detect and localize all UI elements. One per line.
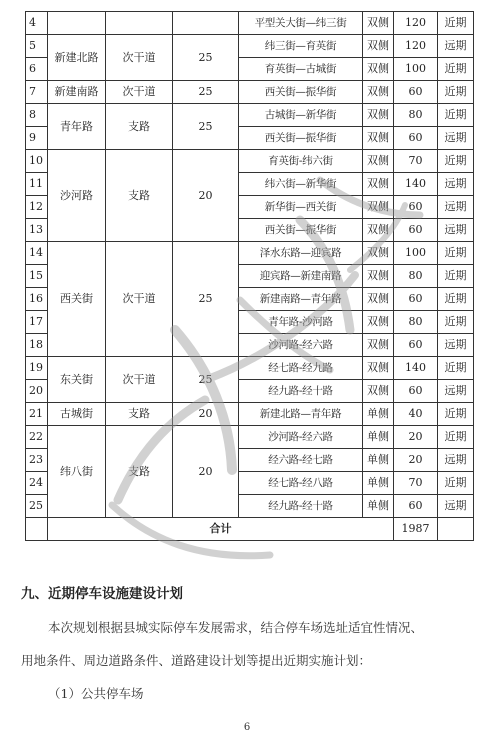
section-cell: 迎宾路—新建南路	[239, 265, 363, 288]
section-cell: 泽水东路—迎宾路	[239, 242, 363, 265]
row-number: 9	[26, 127, 48, 150]
total-value: 1987	[394, 518, 438, 541]
road-width-cell	[173, 12, 239, 35]
phase-cell: 近期	[438, 288, 474, 311]
road-width-cell: 20	[173, 426, 239, 518]
row-number: 11	[26, 173, 48, 196]
row-number: 12	[26, 196, 48, 219]
phase-cell: 近期	[438, 81, 474, 104]
spaces-cell: 60	[394, 81, 438, 104]
phase-cell: 近期	[438, 357, 474, 380]
spaces-cell: 120	[394, 35, 438, 58]
spaces-cell: 60	[394, 196, 438, 219]
table-row	[26, 242, 474, 265]
road-name-cell: 西关街	[48, 242, 106, 357]
section-heading: 九、近期停车设施建设计划	[21, 586, 183, 602]
row-number: 14	[26, 242, 48, 265]
section-cell: 新华街—西关街	[239, 196, 363, 219]
row-number: 18	[26, 334, 48, 357]
spaces-cell: 20	[394, 426, 438, 449]
road-level-cell: 支路	[106, 403, 173, 426]
side-cell: 双侧	[363, 380, 394, 403]
row-number: 19	[26, 357, 48, 380]
spaces-cell: 20	[394, 449, 438, 472]
total-number-cell	[26, 518, 48, 541]
table-row	[26, 12, 474, 35]
row-number: 8	[26, 104, 48, 127]
phase-cell: 近期	[438, 242, 474, 265]
section-cell: 纬六街—新华街	[239, 173, 363, 196]
row-number: 24	[26, 472, 48, 495]
total-phase-cell	[438, 518, 474, 541]
road-level-cell	[106, 12, 173, 35]
side-cell: 单侧	[363, 426, 394, 449]
section-cell: 经七路-经九路	[239, 357, 363, 380]
row-number: 10	[26, 150, 48, 173]
row-number: 23	[26, 449, 48, 472]
phase-cell: 近期	[438, 58, 474, 81]
section-cell: 沙河路-经六路	[239, 426, 363, 449]
road-width-cell: 25	[173, 35, 239, 81]
subsection-label: （1）公共停车场	[48, 686, 144, 701]
road-name-cell: 新建南路	[48, 81, 106, 104]
road-name-cell: 东关街	[48, 357, 106, 403]
road-level-cell: 次干道	[106, 242, 173, 357]
road-name-cell: 古城街	[48, 403, 106, 426]
side-cell: 双侧	[363, 35, 394, 58]
spaces-cell: 60	[394, 127, 438, 150]
side-cell: 双侧	[363, 357, 394, 380]
spaces-cell: 70	[394, 472, 438, 495]
road-name-cell: 沙河路	[48, 150, 106, 242]
spaces-cell: 60	[394, 219, 438, 242]
road-level-cell: 支路	[106, 104, 173, 150]
road-name-cell: 新建北路	[48, 35, 106, 81]
phase-cell: 远期	[438, 173, 474, 196]
spaces-cell: 40	[394, 403, 438, 426]
side-cell: 双侧	[363, 58, 394, 81]
table-row	[26, 403, 474, 426]
side-cell: 双侧	[363, 288, 394, 311]
row-number: 17	[26, 311, 48, 334]
road-name-cell	[48, 12, 106, 35]
phase-cell: 远期	[438, 127, 474, 150]
spaces-cell: 100	[394, 242, 438, 265]
row-number: 7	[26, 81, 48, 104]
row-number: 25	[26, 495, 48, 518]
spaces-cell: 140	[394, 173, 438, 196]
phase-cell: 远期	[438, 219, 474, 242]
section-cell: 经六路-经七路	[239, 449, 363, 472]
row-number: 13	[26, 219, 48, 242]
row-number: 20	[26, 380, 48, 403]
spaces-cell: 80	[394, 104, 438, 127]
row-number: 21	[26, 403, 48, 426]
section-cell: 经九路-经十路	[239, 495, 363, 518]
side-cell: 双侧	[363, 265, 394, 288]
phase-cell: 近期	[438, 426, 474, 449]
section-cell: 纬三街—育英街	[239, 35, 363, 58]
side-cell: 双侧	[363, 219, 394, 242]
table-row	[26, 426, 474, 449]
total-label: 合计	[48, 518, 394, 541]
table-row	[26, 104, 474, 127]
side-cell: 双侧	[363, 12, 394, 35]
spaces-cell: 60	[394, 288, 438, 311]
side-cell: 双侧	[363, 334, 394, 357]
phase-cell: 远期	[438, 196, 474, 219]
row-number: 16	[26, 288, 48, 311]
row-number: 6	[26, 58, 48, 81]
table-row	[26, 150, 474, 173]
section-cell: 新建北路—青年路	[239, 403, 363, 426]
total-row	[26, 518, 474, 541]
section-cell: 古城街—新华街	[239, 104, 363, 127]
spaces-cell: 70	[394, 150, 438, 173]
page-number: 6	[243, 722, 251, 733]
side-cell: 双侧	[363, 104, 394, 127]
phase-cell: 远期	[438, 495, 474, 518]
side-cell: 双侧	[363, 242, 394, 265]
road-width-cell: 25	[173, 81, 239, 104]
road-width-cell: 25	[173, 104, 239, 150]
phase-cell: 近期	[438, 12, 474, 35]
side-cell: 单侧	[363, 449, 394, 472]
side-cell: 单侧	[363, 472, 394, 495]
table-row	[26, 35, 474, 58]
phase-cell: 远期	[438, 449, 474, 472]
road-level-cell: 支路	[106, 426, 173, 518]
side-cell: 单侧	[363, 403, 394, 426]
side-cell: 双侧	[363, 127, 394, 150]
section-cell: 新建南路—青年路	[239, 288, 363, 311]
table-row	[26, 81, 474, 104]
road-level-cell: 次干道	[106, 81, 173, 104]
parking-plan-table	[25, 11, 474, 541]
phase-cell: 远期	[438, 380, 474, 403]
spaces-cell: 100	[394, 58, 438, 81]
phase-cell: 近期	[438, 311, 474, 334]
body-paragraph: 本次规划根据县城实际停车发展需求，结合停车场选址适宜性情况、	[48, 620, 424, 635]
section-cell: 青年路-沙河路	[239, 311, 363, 334]
side-cell: 双侧	[363, 311, 394, 334]
road-width-cell: 25	[173, 357, 239, 403]
row-number: 4	[26, 12, 48, 35]
spaces-cell: 60	[394, 334, 438, 357]
road-width-cell: 25	[173, 242, 239, 357]
spaces-cell: 80	[394, 311, 438, 334]
side-cell: 双侧	[363, 196, 394, 219]
body-paragraph: 用地条件、周边道路条件、道路建设计划等提出近期实施计划：	[21, 653, 372, 668]
section-cell: 平型关大街—纬三街	[239, 12, 363, 35]
road-level-cell: 次干道	[106, 35, 173, 81]
side-cell: 单侧	[363, 495, 394, 518]
phase-cell: 近期	[438, 472, 474, 495]
side-cell: 双侧	[363, 150, 394, 173]
row-number: 15	[26, 265, 48, 288]
side-cell: 双侧	[363, 173, 394, 196]
spaces-cell: 140	[394, 357, 438, 380]
phase-cell: 近期	[438, 403, 474, 426]
section-cell: 育英街—古城街	[239, 58, 363, 81]
row-number: 5	[26, 35, 48, 58]
spaces-cell: 60	[394, 495, 438, 518]
road-name-cell: 青年路	[48, 104, 106, 150]
road-width-cell: 20	[173, 403, 239, 426]
section-cell: 沙河路-经六路	[239, 334, 363, 357]
section-cell: 育英街-纬六街	[239, 150, 363, 173]
phase-cell: 远期	[438, 334, 474, 357]
road-width-cell: 20	[173, 150, 239, 242]
section-cell: 西关街—振华街	[239, 219, 363, 242]
spaces-cell: 60	[394, 380, 438, 403]
section-cell: 经七路-经八路	[239, 472, 363, 495]
phase-cell: 近期	[438, 104, 474, 127]
table-row	[26, 357, 474, 380]
side-cell: 双侧	[363, 81, 394, 104]
section-cell: 西关街—振华街	[239, 127, 363, 150]
section-cell: 西关街—振华街	[239, 81, 363, 104]
phase-cell: 远期	[438, 35, 474, 58]
road-name-cell: 纬八街	[48, 426, 106, 518]
phase-cell: 近期	[438, 265, 474, 288]
road-level-cell: 支路	[106, 150, 173, 242]
spaces-cell: 80	[394, 265, 438, 288]
section-cell: 经九路-经十路	[239, 380, 363, 403]
phase-cell: 近期	[438, 150, 474, 173]
row-number: 22	[26, 426, 48, 449]
spaces-cell: 120	[394, 12, 438, 35]
road-level-cell: 次干道	[106, 357, 173, 403]
